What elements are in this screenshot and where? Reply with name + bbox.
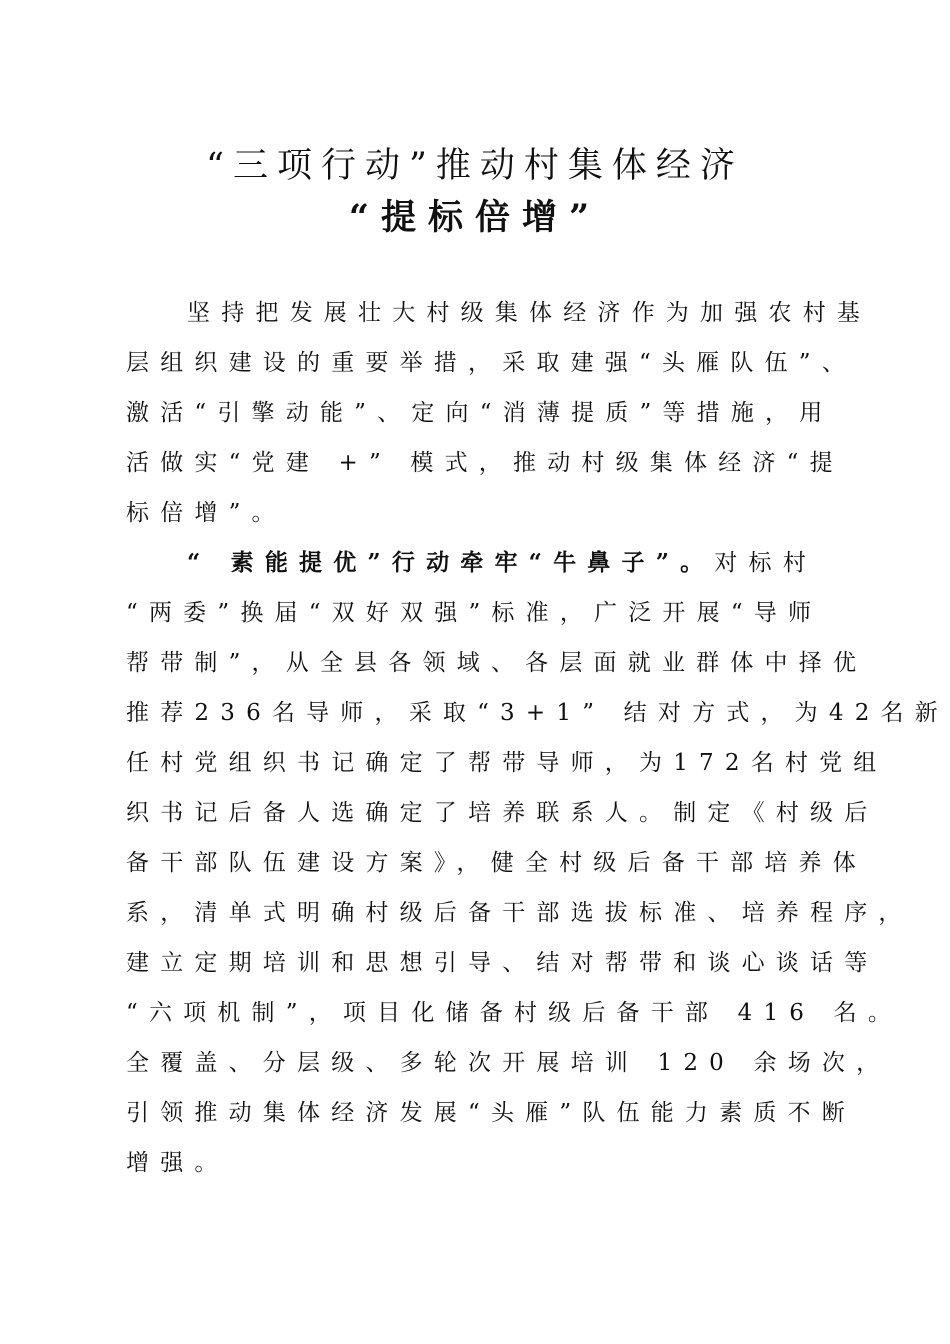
paragraph-line: 系，清单式明确村级后备干部选拔标准、培养程序， <box>126 900 913 926</box>
paragraph-line: “六项机制”，项目化储备村级后备干部 416 名。 <box>126 1000 903 1026</box>
section-heading: “ 素能提优”行动牵牢“牛鼻子”。 <box>187 549 715 576</box>
paragraph-line: 活做实“党建 +” 模式，推动村级集体经济“提 <box>126 450 844 476</box>
document-title-line-2: “提标倍增” <box>348 197 602 238</box>
paragraph-line: 引领推动集体经济发展“头雁”队伍能力素质不断 <box>126 1100 856 1126</box>
paragraph-line: 帮带制”，从全县各领域、各层面就业群体中择优 <box>126 650 868 676</box>
section-heading-continuation: 对标村 <box>714 550 817 576</box>
paragraph-line: 备干部队伍建设方案》，健全村级后备干部培养体 <box>126 850 867 876</box>
paragraph-line: 推荐236名导师，采取“3+1” 结对方式，为42名新 <box>126 700 949 726</box>
paragraph-line: 建立定期培训和思想引导、结对帮带和谈心谈话等 <box>126 950 879 976</box>
section-heading-line <box>187 538 847 588</box>
paragraph-line: 层组织建设的重要举措，采取建强“头雁队伍”、 <box>126 350 856 376</box>
paragraph-line: 激活“引擎动能”、定向“消薄提质”等措施，用 <box>126 400 834 426</box>
paragraph-line: 增强。 <box>126 1150 229 1176</box>
document-title-line-1: “三项行动”推动村集体经济 <box>206 146 744 186</box>
paragraph-line: 织书记后备人选确定了培养联系人。制定《村级后 <box>126 800 879 826</box>
paragraph-line: 坚持把发展壮大村级集体经济作为加强农村基 <box>187 300 871 326</box>
paragraph-line: 任村党组织书记确定了帮带导师，为172名村党组 <box>126 750 888 776</box>
paragraph-line: “两委”换届“双好双强”标准，广泛开展“导师 <box>126 600 823 626</box>
paragraph-line: 标倍增”。 <box>126 500 286 526</box>
paragraph-line: 全覆盖、分层级、多轮次开展培训 120 余场次， <box>126 1050 891 1076</box>
